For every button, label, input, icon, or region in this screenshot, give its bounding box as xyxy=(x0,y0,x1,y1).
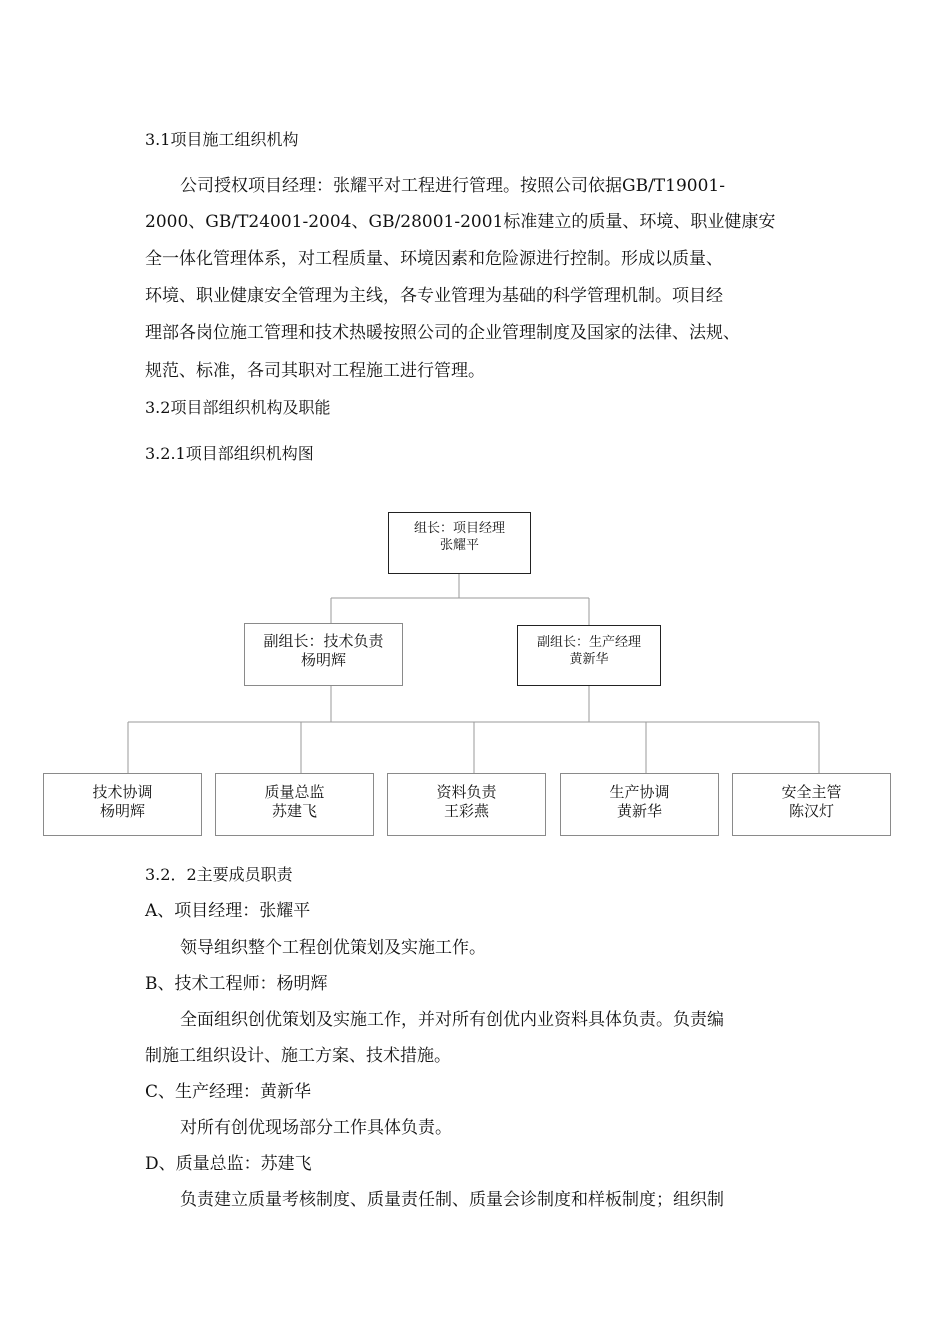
org-box-name: 杨明辉 xyxy=(300,651,346,669)
org-box-name: 黄新华 xyxy=(569,652,609,667)
org-box-role: 副组长：生产经理 xyxy=(536,635,641,650)
org-box-name: 王彩燕 xyxy=(443,802,489,820)
org-box-role: 资料负责 xyxy=(436,783,497,801)
org-box-role: 质量总监 xyxy=(264,783,325,801)
duty-title: B、技术工程师：杨明辉 xyxy=(145,974,328,994)
org-box-member xyxy=(560,773,719,836)
org-box-role: 安全主管 xyxy=(781,783,842,801)
section-heading-3-2-2: 3.2．2主要成员职责 xyxy=(145,865,293,884)
duty-title: D、质量总监：苏建飞 xyxy=(145,1154,312,1174)
org-box-member xyxy=(387,773,546,836)
paragraph-line: 理部各岗位施工管理和技术热暖按照公司的企业管理制度及国家的法律、法规、 xyxy=(145,323,740,343)
duty-title: C、生产经理：黄新华 xyxy=(145,1082,312,1102)
duty-line: 负责建立质量考核制度、质量责任制、质量会诊制度和样板制度；组织制 xyxy=(180,1190,724,1210)
org-box-member xyxy=(215,773,374,836)
section-heading-3-2: 3.2项目部组织机构及职能 xyxy=(145,398,331,417)
duty-line: 制施工组织设计、施工方案、技术措施。 xyxy=(145,1046,451,1066)
org-box-deputy-tech xyxy=(244,623,403,686)
duty-line: 领导组织整个工程创优策划及实施工作。 xyxy=(180,938,486,958)
section-heading-3-2-1: 3.2.1项目部组织机构图 xyxy=(145,444,314,463)
duty-line: 全面组织创优策划及实施工作，并对所有创优内业资料具体负责。负责编 xyxy=(180,1010,724,1030)
org-box-leader xyxy=(388,512,531,574)
org-box-member xyxy=(43,773,202,836)
org-box-name: 陈汉灯 xyxy=(788,802,834,820)
duty-title: A、项目经理：张耀平 xyxy=(145,901,311,921)
duty-line: 对所有创优现场部分工作具体负责。 xyxy=(180,1118,452,1138)
paragraph-line: 公司授权项目经理：张耀平对工程进行管理。按照公司依据GB/T19001- xyxy=(180,176,725,196)
org-box-role: 组长：项目经理 xyxy=(413,521,505,536)
org-box-name: 张耀平 xyxy=(439,538,479,553)
section-heading-3-1: 3.1项目施工组织机构 xyxy=(145,130,299,149)
org-box-name: 苏建飞 xyxy=(271,802,317,820)
paragraph-line: 全一体化管理体系，对工程质量、环境因素和危险源进行控制。形成以质量、 xyxy=(145,249,723,269)
org-box-role: 副组长：技术负责 xyxy=(263,632,384,650)
org-box-member xyxy=(732,773,891,836)
paragraph-line: 规范、标准，各司其职对工程施工进行管理。 xyxy=(145,361,485,381)
paragraph-line: 环境、职业健康安全管理为主线，各专业管理为基础的科学管理机制。项目经 xyxy=(145,286,723,306)
org-box-name: 杨明辉 xyxy=(99,802,145,820)
org-box-name: 黄新华 xyxy=(616,802,662,820)
org-box-role: 技术协调 xyxy=(92,783,153,801)
org-box-role: 生产协调 xyxy=(609,783,670,801)
paragraph-line: 2000、GB/T24001-2004、GB/28001-2001标准建立的质量、环境、职业健康安 xyxy=(145,212,776,232)
org-box-deputy-production xyxy=(517,625,661,686)
